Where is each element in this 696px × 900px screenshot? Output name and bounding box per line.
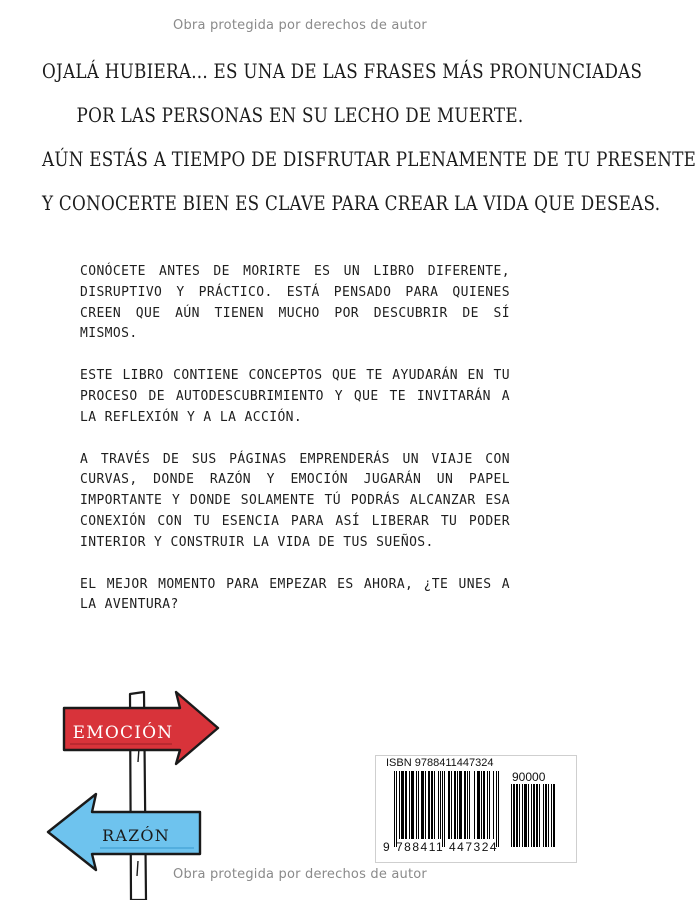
synopsis-paragraph: A TRAVÉS DE SUS PÁGINAS EMPRENDERÁS UN VIAJE CON CURVAS, DONDE RAZÓN Y EMOCIÓN JUGARÁN UN PAPEL IMPORTANTE Y DONDE SOLAMENTE TÚ PODRÁS ALCANZAR ESA CONEXIÓN CON TU ESENCIA PARA ASÍ LIBERAR TU PODER INTERIOR Y CONSTRUIR LA VIDA DE TUS SUEÑOS. xyxy=(80,451,510,550)
synopsis-paragraph: ESTE LIBRO CONTIENE CONCEPTOS QUE TE AYUDARÁN EN TU PROCESO DE AUTODESCUBRIMIENTO Y QUE TE INVITARÁN A LA REFLEXIÓN Y A LA ACCIÓN. xyxy=(80,368,510,425)
barcode-bar xyxy=(531,784,532,847)
synopsis-paragraph: EL MEJOR MOMENTO PARA EMPEZAR ES AHORA, ¿TE UNES A LA AVENTURA? xyxy=(80,576,510,613)
barcode-bar xyxy=(513,784,515,847)
barcode-bar xyxy=(477,771,480,839)
barcode-bar xyxy=(405,771,407,839)
barcode-bar xyxy=(467,771,468,839)
isbn-barcode xyxy=(375,755,577,863)
barcode-bar xyxy=(457,771,458,839)
barcode-bar xyxy=(434,771,435,839)
barcode-bar xyxy=(536,784,538,847)
barcode-bar xyxy=(396,771,397,847)
barcode-bar xyxy=(498,771,499,847)
barcode-bar xyxy=(493,771,494,839)
barcode-bar xyxy=(454,771,456,839)
quote-block xyxy=(42,50,696,226)
barcode-bar xyxy=(551,784,552,847)
isbn-label: ISBN 9788411447324 xyxy=(386,757,494,769)
barcode-bar xyxy=(481,771,482,839)
barcode-bar xyxy=(528,784,529,847)
barcode-bar xyxy=(553,784,555,847)
barcode-bar xyxy=(431,771,433,839)
price-code: 90000 xyxy=(512,770,546,784)
barcode-bar xyxy=(444,771,445,847)
barcode-bar xyxy=(543,784,544,847)
barcode-bar xyxy=(428,771,430,839)
copyright-watermark-bottom: Obra protegida por derechos de autor xyxy=(173,867,427,882)
barcode-bar xyxy=(533,784,535,847)
barcode-bar xyxy=(416,771,417,839)
barcode-bar xyxy=(516,784,518,847)
quote-line: OJALÁ HUBIERA... ES UNA DE LAS FRASES MÁS PRONUNCIADAS xyxy=(42,60,643,83)
synopsis-text xyxy=(80,262,510,637)
ean-barcode-bars xyxy=(394,771,506,847)
synopsis-paragraph: CONÓCETE ANTES DE MORIRTE ES UN LIBRO DIFERENTE, DISRUPTIVO Y PRÁCTICO. ESTÁ PENSADO PARA QUIENES CREEN QUE AÚN TIENEN MUCHO POR DESCUBRIR DE SÍ MISMOS. xyxy=(80,264,510,342)
barcode-bar xyxy=(487,771,488,839)
barcode-bar xyxy=(409,771,410,839)
barcode-bar xyxy=(401,771,404,839)
barcode-bar xyxy=(448,771,450,839)
razon-label: RAZÓN xyxy=(102,826,170,845)
barcode-bar xyxy=(464,771,466,839)
barcode-bar xyxy=(394,771,395,847)
barcode-bar xyxy=(548,784,549,847)
barcode-bar xyxy=(418,771,419,839)
barcode-bar xyxy=(511,784,512,847)
barcode-bar xyxy=(399,771,400,839)
barcode-bar xyxy=(442,771,443,847)
addon-barcode-bars xyxy=(511,784,569,847)
barcode-bar xyxy=(411,771,414,839)
barcode-bar xyxy=(524,784,527,847)
barcode-bar xyxy=(539,784,540,847)
quote-line: AÚN ESTÁS A TIEMPO DE DISFRUTAR PLENAMENTE DE TU PRESENTE xyxy=(42,148,696,171)
emocion-label: EMOCIÓN xyxy=(72,723,174,743)
barcode-bar xyxy=(522,784,523,847)
barcode-bar xyxy=(519,784,520,847)
barcode-bar xyxy=(483,771,485,839)
quote-line: POR LAS PERSONAS EN SU LECHO DE MUERTE. xyxy=(76,104,524,127)
barcode-bar xyxy=(438,771,439,839)
barcode-bar xyxy=(496,771,497,847)
barcode-bar xyxy=(421,771,424,839)
copyright-watermark-top: Obra protegida por derechos de autor xyxy=(173,18,427,33)
quote-line: Y CONOCERTE BIEN ES CLAVE PARA CREAR LA VIDA QUE DESEAS. xyxy=(42,192,661,215)
barcode-bar xyxy=(459,771,462,839)
barcode-digits: 9 788411 447324 xyxy=(383,840,499,854)
barcode-bar xyxy=(474,771,475,839)
barcode-bar xyxy=(440,771,441,839)
barcode-bar xyxy=(489,771,490,839)
barcode-bar xyxy=(425,771,426,839)
barcode-bar xyxy=(451,771,452,839)
barcode-bar xyxy=(545,784,547,847)
barcode-bar xyxy=(469,771,470,839)
